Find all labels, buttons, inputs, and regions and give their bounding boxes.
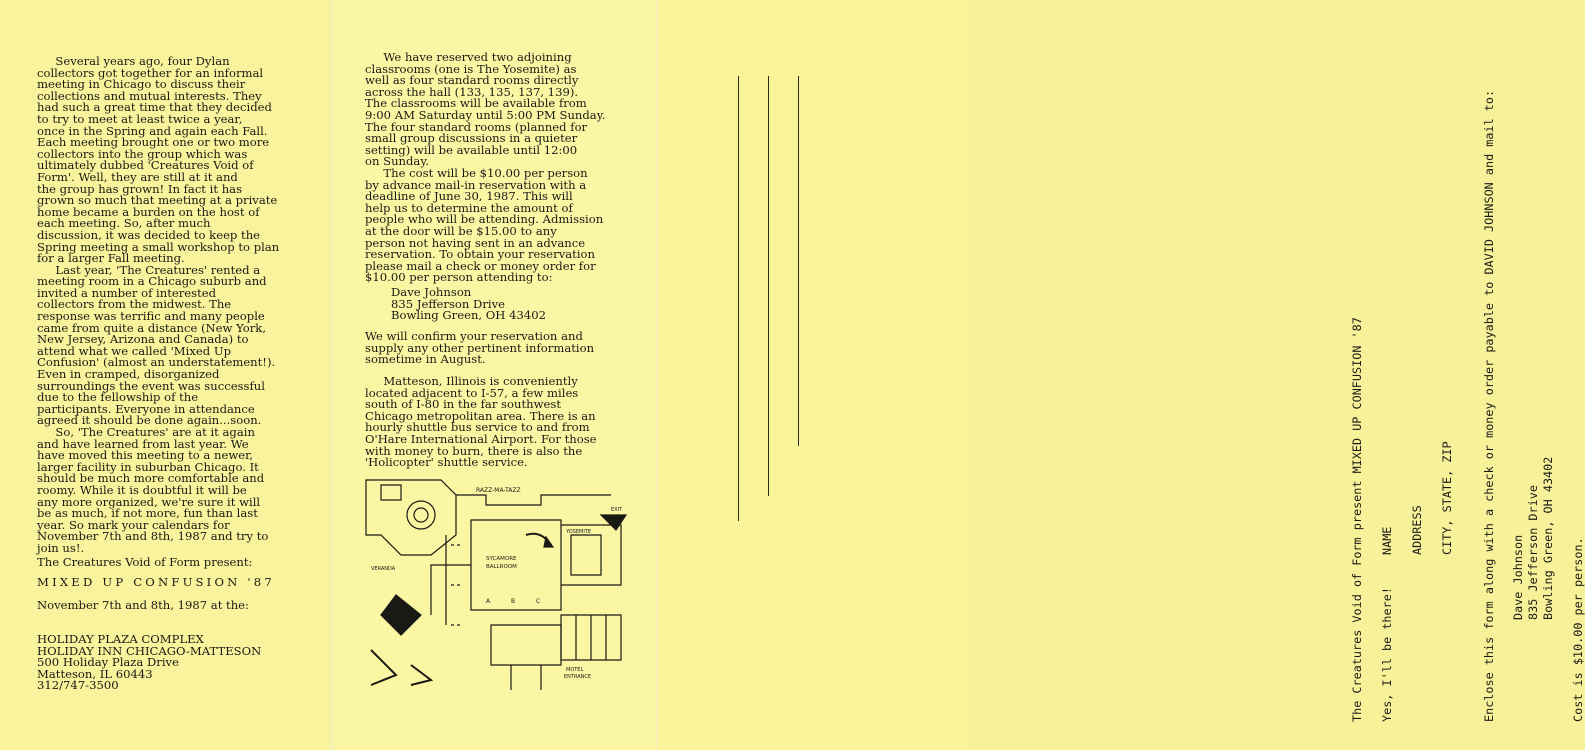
map-label-ballroom: BALLROOM: [486, 564, 517, 570]
form-title: The Creatures Void of Form present MIXED UP CONFUSION '87: [1350, 317, 1364, 722]
reservation-form-panel: [656, 0, 1585, 750]
name-fill-line[interactable]: [738, 76, 739, 521]
yes-label: Yes, I'll be there!: [1380, 587, 1394, 722]
present-line: The Creatures Void of Form present:: [37, 555, 253, 569]
city-state-zip-fill-line[interactable]: [798, 76, 799, 446]
confirm-text: We will confirm your reservation and supply any other pertinent information sometime in August.: [365, 329, 595, 367]
name-label: NAME: [1380, 526, 1394, 555]
map-label-a: A: [486, 598, 491, 605]
enclose-instructions: Enclose this form along with a check or money order payable to DAVID JOHNSON and mail to:: [1482, 89, 1496, 722]
left-panel: [0, 0, 331, 750]
form-mail-city: Bowling Green, OH 43402: [1541, 456, 1555, 620]
hotel-floor-map: [361, 475, 636, 690]
address-label: ADDRESS: [1410, 505, 1424, 555]
intro-text: Several years ago, four Dylan collectors got together for an informal meeting in Chicago to discuss their collections and mutual interests. They had such a great time that they decided to try to meet at least twice a year, once in the Spring and again each Fall. Each meeting brought one or two more collectors into the group which was ultimately dubbed 'Creatures Void of Form'. Well, they are still at it and the group has grown! In fact it has grown so much that meeting at a private home became a burden on the host of each meeting. So, after much discussion, it was decided to keep the Spring meeting a small workshop to plan for a larger Fall meeting. Last year, 'The Creatures' rented a meeting room in a Chicago suburb and invited a number of interested collectors from the midwest. The response was terrific and many people came from quite a distance (New York, New Jersey, Arizona and Canada) to attend what we called 'Mixed Up Confusion' (almost an understatement!). Even in cramped, disorganized surroundings the event was successful due to the fellowship of the participants. Everyone in attendance agreed it should be done again...soon. So, 'The Creatures' are at it again and have learned from last year. We have moved this meeting to a newer, larger facility in suburban Chicago. It should be much more comfortable and roomy. While it is doubtful it will be any more organized, we're sure it will be as much, if not more, fun than last year. So mark your calendars for November 7th and 8th, 1987 and try to join us!.: [37, 54, 280, 555]
map-label-b: B: [511, 598, 516, 605]
cost-line: Cost is $10.00 per person.: [1571, 537, 1585, 722]
map-label-exit: EXIT: [611, 507, 623, 513]
fold-line-left: [330, 0, 333, 750]
map-label-motel: MOTEL: [566, 667, 584, 673]
map-label-razzmatazz: RAZZ-MA-TAZZ: [476, 487, 521, 494]
map-label-yosemite: YOSEMITE: [566, 529, 592, 535]
mailing-address: Dave Johnson 835 Jefferson Drive Bowling Green, OH 43402: [391, 285, 546, 323]
matteson-text: Matteson, Illinois is conveniently located adjacent to I-57, a few miles south of I-80 in the far southwest Chicago metropolitan area. There is an hourly shuttle bus service to and from O'Hare International Airport. For those with money to burn, there is also the 'Holicopter' shuttle service.: [365, 374, 597, 470]
form-mail-street: 835 Jefferson Drive: [1526, 485, 1540, 620]
map-label-c: C: [536, 598, 541, 605]
form-mail-name: Dave Johnson: [1511, 534, 1525, 620]
rooms-and-cost-text: We have reserved two adjoining classrooms (one is The Yosemite) as well as four standard rooms directly across the hall (133, 135, 137, 139). The classrooms will be available from 9:00 AM Saturday until 5:00 PM Sunday. The four standard rooms (planned for small group discussions in a quieter setting) will be available until 12:00 on Sunday. The cost will be $10.00 per person by advance mail-in reservation with a deadline of June 30, 1987. This will help us to determine the amount of people who will be attending. Admission at the door will be $15.00 to any person not having sent in an advance reservation. To obtain your reservation please mail a check or money order for $10.00 per person attending to:: [365, 50, 606, 285]
map-label-sycamore: SYCAMORE: [486, 556, 517, 562]
map-label-veranda: VERANDA: [371, 566, 396, 572]
address-fill-line[interactable]: [768, 76, 769, 496]
hotel-address: HOLIDAY PLAZA COMPLEX HOLIDAY INN CHICAGO-MATTESON 500 Holiday Plaza Drive Matteson, IL 60443 312/747-3500: [37, 632, 262, 693]
event-title: MIXED UP CONFUSION '87: [37, 575, 275, 589]
city-state-zip-label: CITY, STATE, ZIP: [1440, 441, 1454, 555]
middle-panel: [331, 0, 656, 750]
fold-line-right: [655, 0, 658, 750]
event-dates: November 7th and 8th, 1987 at the:: [37, 598, 249, 612]
map-label-entrance: ENTRANCE: [564, 674, 592, 680]
